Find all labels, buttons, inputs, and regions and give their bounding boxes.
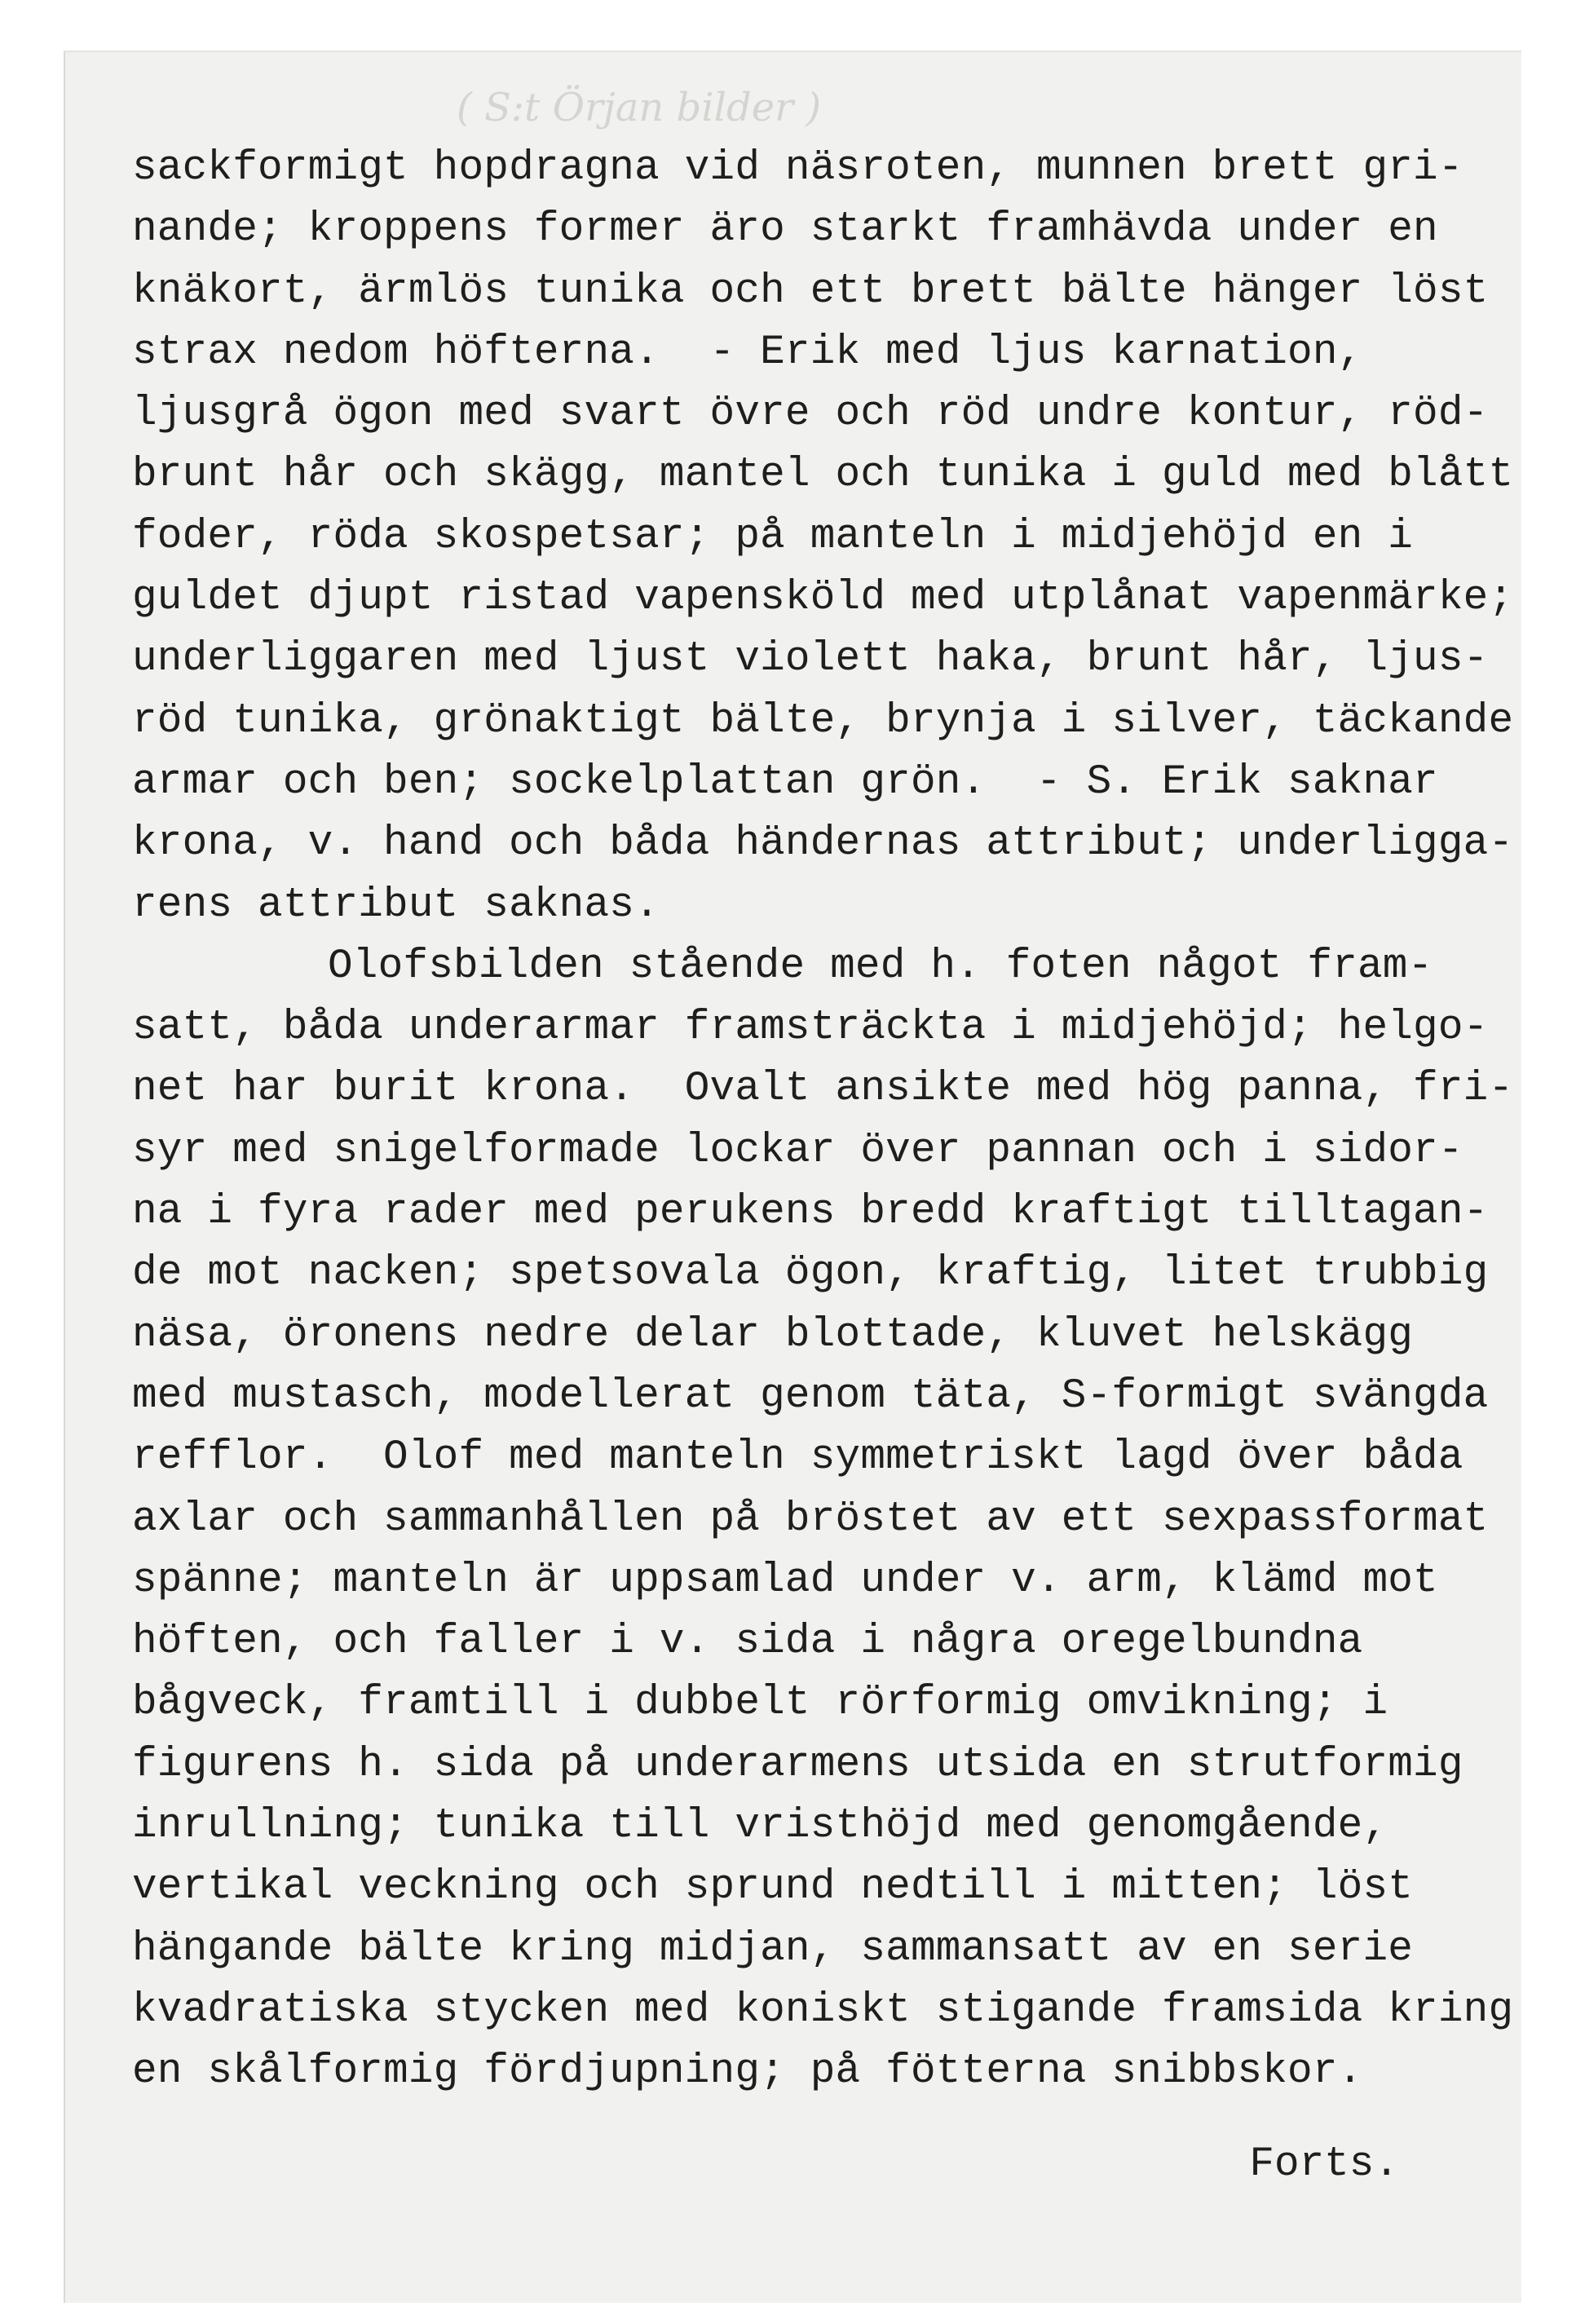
text-line: näsa, öronens nedre delar blottade, kluvet helskägg — [132, 1311, 1414, 1359]
text-line: ljusgrå ögon med svart övre och röd undre kontur, röd- — [132, 391, 1489, 438]
text-line: refflor. Olof med manteln symmetriskt lagd över båda — [132, 1434, 1463, 1482]
text-line: net har burit krona. Ovalt ansikte med hög panna, fri- — [132, 1066, 1514, 1113]
text-line: röd tunika, grönaktigt bälte, brynja i silver, täckande — [132, 697, 1514, 744]
text-line: knäkort, ärmlös tunika och ett brett bälte hänger löst — [132, 267, 1489, 315]
text-line: satt, båda underarmar framsträckta i midjehöjd; helgo- — [132, 1005, 1489, 1052]
text-line: nande; kroppens former äro starkt framhävda under en — [132, 206, 1438, 254]
typewritten-text — [132, 138, 1518, 2103]
text-line: syr med snigelformade lockar över pannan och i sidor- — [132, 1127, 1463, 1174]
faint-handwritten-heading: ( S:t Örjan bilder ) — [457, 85, 822, 130]
text-line: axlar och sammanhållen på bröstet av ett sexpassformat — [132, 1496, 1489, 1543]
text-line: inrullning; tunika till vristhöjd med genomgående, — [132, 1803, 1388, 1850]
text-line: de mot nacken; spetsovala ögon, kraftig, litet trubbig — [132, 1250, 1489, 1297]
text-line: höften, och faller i v. sida i några oregelbundna — [132, 1619, 1363, 1666]
text-line: figurens h. sida på underarmens utsida en strutformig — [132, 1741, 1463, 1788]
text-line: hängande bälte kring midjan, sammansatt av en serie — [132, 1925, 1414, 1973]
text-line: rens attribut saknas. — [132, 881, 660, 929]
text-line: kvadratiska stycken med koniskt stigande framsida kring — [132, 1986, 1514, 2034]
continuation-note: Forts. — [1249, 2141, 1399, 2188]
text-line: foder, röda skospetsar; på manteln i midjehöjd en i — [132, 513, 1414, 560]
text-line: vertikal veckning och sprund nedtill i mitten; löst — [132, 1864, 1414, 1911]
text-line: en skålformig fördjupning; på fötterna snibbskor. — [132, 2048, 1363, 2096]
text-line: krona, v. hand och båda händernas attribut; underligga- — [132, 820, 1514, 868]
text-line: bågveck, framtill i dubbelt rörformig omvikning; i — [132, 1680, 1388, 1727]
text-line: brunt hår och skägg, mantel och tunika i guld med blått — [132, 452, 1514, 499]
document-page — [64, 51, 1521, 2303]
text-line: armar och ben; sockelplattan grön. - S. Erik saknar — [132, 758, 1438, 806]
text-line: guldet djupt ristad vapensköld med utplånat vapenmärke; — [132, 575, 1514, 622]
text-line: med mustasch, modellerat genom täta, S-formigt svängda — [132, 1372, 1489, 1420]
text-line: spänne; manteln är uppsamlad under v. arm, klämd mot — [132, 1557, 1438, 1604]
paragraph-start-line: Olofsbilden stående med h. foten något fram- — [328, 943, 1433, 990]
text-line: na i fyra rader med perukens bredd kraftigt tilltagan- — [132, 1189, 1489, 1236]
text-line: underliggaren med ljust violett haka, brunt hår, ljus- — [132, 636, 1489, 683]
text-line: strax nedom höfterna. - Erik med ljus karnation, — [132, 329, 1363, 376]
text-line: sackformigt hopdragna vid näsroten, munnen brett gri- — [132, 145, 1463, 192]
